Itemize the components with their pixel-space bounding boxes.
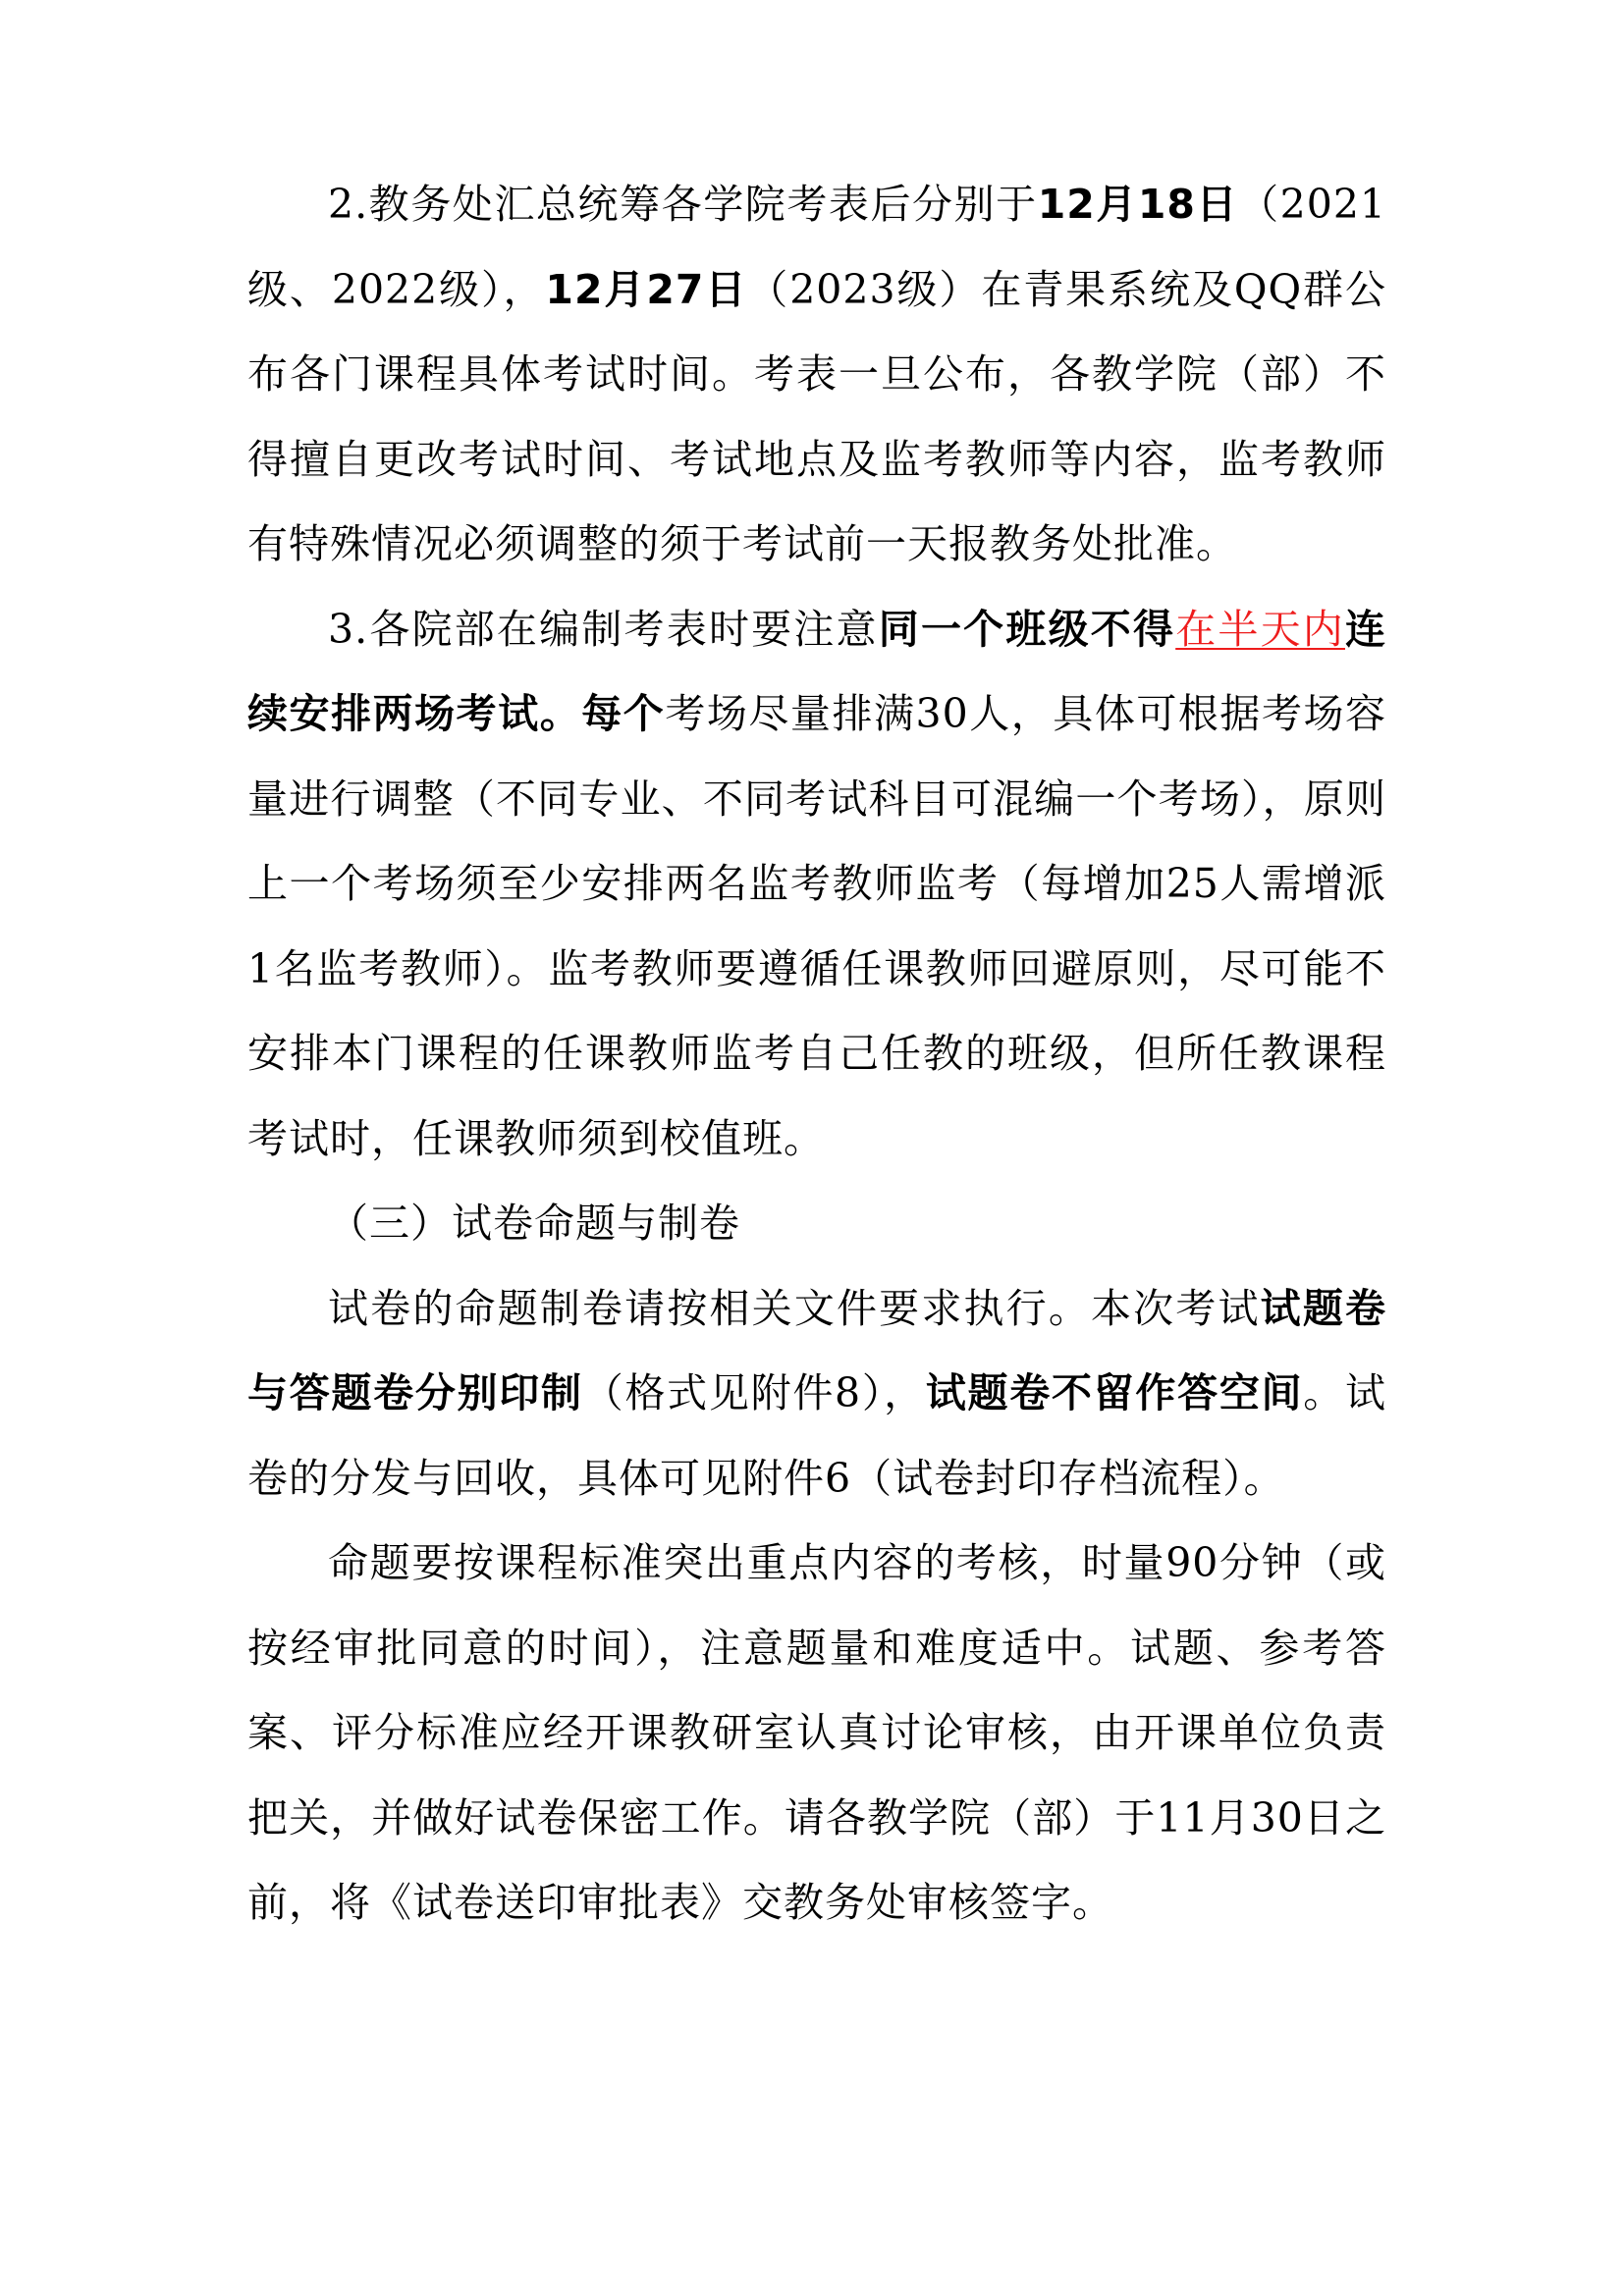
bold-emphasis: 连续安排两场考试。每个 (247, 605, 1386, 737)
bold-emphasis: 试题卷与答题卷分别印制 (247, 1284, 1387, 1416)
bold-emphasis: 试题卷不留作答空间 (925, 1369, 1304, 1416)
text-run: （2021级、2022级）， (247, 181, 1386, 313)
red-underlined-emphasis: 在半天内 (1175, 605, 1345, 653)
paragraph-paper-printing (247, 1266, 1386, 1522)
text-run: 命题要按课程标准突出重点内容的考核，时量90分钟（或按经审批同意的时间），注意题量和难度适中。试题、参考答案、评分标准应经开课教研室认真讨论审核，由开课单位负责把关，并做好试卷保密工作。请各教学院（部）于11月30日之前，将《试卷送印审批表》交教务处审核签字。 (247, 1539, 1386, 1926)
document-body (247, 162, 1386, 1946)
bold-date: 12月18日 (1037, 181, 1239, 228)
bold-emphasis: 同一个班级不得 (878, 605, 1176, 653)
text-run: 试卷的命题制卷请按相关文件要求执行。本次考试 (328, 1284, 1261, 1332)
text-run: （2023级）在青果系统及QQ群公布各门课程具体考试时间。考表一旦公布，各教学院（部）不得擅自更改考试时间、考试地点及监考教师等内容，监考教师有特殊情况必须调整的须于考试前一天报教务处批准。 (247, 265, 1386, 567)
text-run: 2.教务处汇总统筹各学院考表后分别于 (328, 181, 1038, 228)
text-run: 考场尽量排满30人，具体可根据考场容量进行调整（不同专业、不同考试科目可混编一个考场），原则上一个考场须至少安排两名监考教师监考（每增加25人需增派1名监考教师）。监考教师要遵循任课教师回避原则，尽可能不安排本门课程的任课教师监考自己任教的班级，但所任教课程考试时，任课教师须到校值班。 (247, 690, 1387, 1162)
text-run: 。试卷的分发与回收，具体可见附件6（试卷封印存档流程）。 (247, 1369, 1386, 1502)
paragraph-exam-arrangement-rules (247, 587, 1386, 1182)
paragraph-question-setting (247, 1521, 1386, 1946)
bold-date: 12月27日 (545, 265, 748, 313)
text-run: （格式见附件8）， (582, 1369, 926, 1416)
text-run: 3.各院部在编制考表时要注意 (328, 605, 879, 653)
section-heading: （三）试卷命题与制卷 (328, 1200, 740, 1247)
paragraph-exam-schedule-publication (247, 162, 1386, 587)
